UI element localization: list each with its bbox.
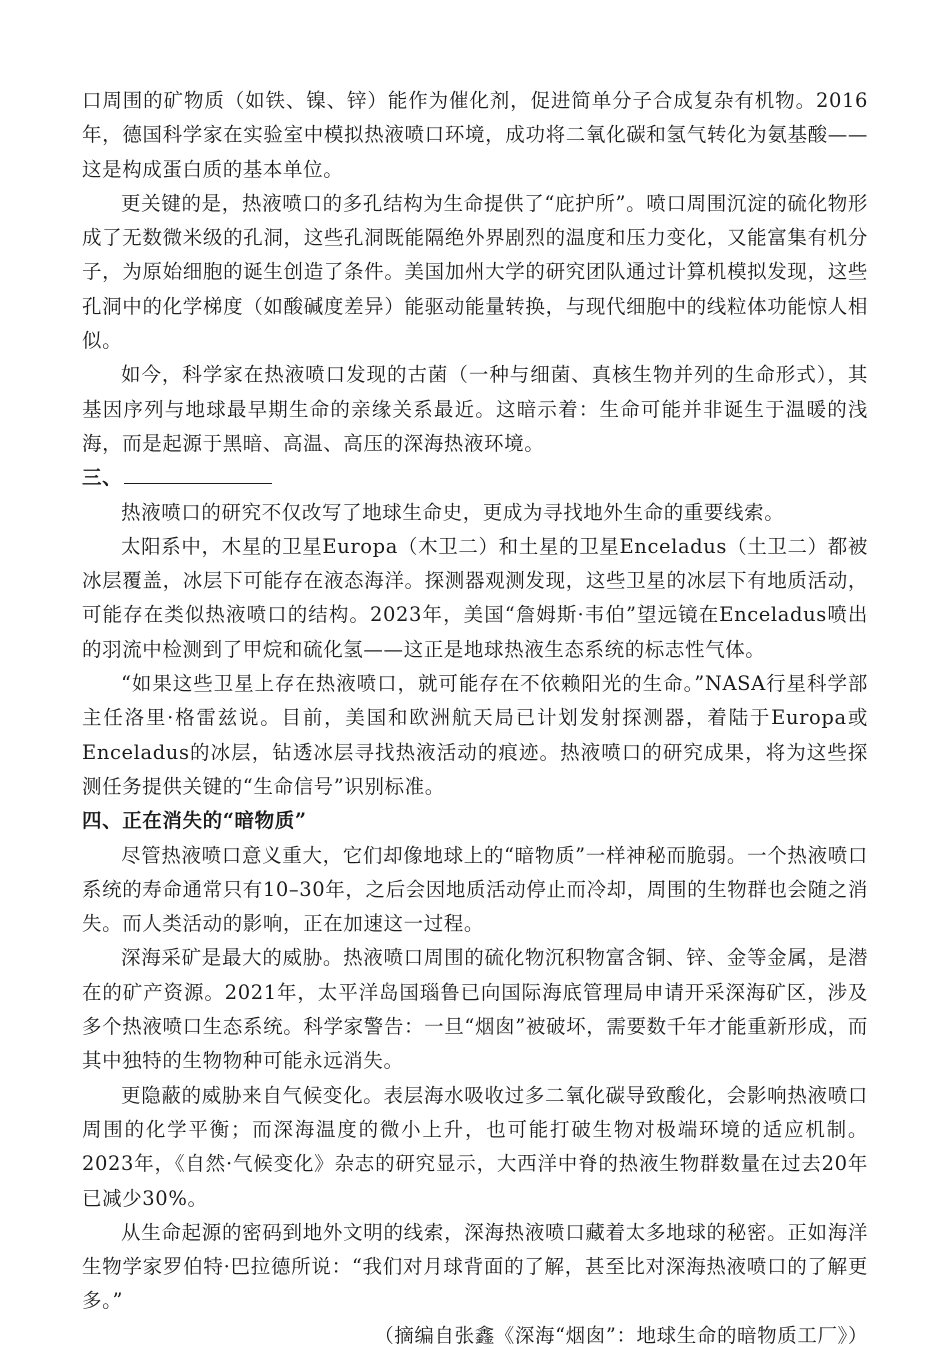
paragraph-minerals: 口周围的矿物质（如铁、镍、锌）能作为催化剂，促进简单分子合成复杂有机物。2016年，德国科学家在实验室中模拟热液喷口环境，成功将二氧化碳和氢气转化为氨基酸——这是构成蛋白质的基本单位。 (82, 89, 868, 181)
paragraph-europa-enceladus: 太阳系中，木星的卫星Europa（木卫二）和土星的卫星Enceladus（土卫二）都被冰层覆盖，冰层下可能存在液态海洋。探测器观测发现，这些卫星的冰层下有地质活动，可能存在类似热液喷口的结构。2023年，美国“詹姆斯·韦伯”望远镜在Enceladus喷出的羽流中检测到了甲烷和硫化氢——这正是地球热液生态系统的标志性气体。 (82, 534, 868, 661)
paragraph-climate-change: 更隐蔽的威胁来自气候变化。表层海水吸收过多二氧化碳导致酸化，会影响热液喷口周围的化学平衡；而深海温度的微小上升，也可能打破生物对极端环境的适应机制。2023年，《自然·气候变化》杂志的研究显示，大西洋中脊的热液生物群数量在过去20年已减少30%。 (82, 1083, 868, 1210)
paragraph-conclusion: 从生命起源的密码到地外文明的线索，深海热液喷口藏着太多地球的秘密。正如海洋生物学家罗伯特·巴拉德所说：“我们对月球背面的了解，甚至比对深海热液喷口的了解更多。” (82, 1220, 868, 1313)
paragraph-nasa-quote: “如果这些卫星上存在热液喷口，就可能存在不依赖阳光的生命。”NASA行星科学部主任洛里·格雷兹说。目前，美国和欧洲航天局已计划发射探测器，着陆于Europa或Enceladus的冰层，钻透冰层寻找热液活动的痕迹。热液喷口的研究成果，将为这些探测任务提供关键的“生命信号”识别标准。 (82, 672, 868, 798)
section-three-blank (124, 461, 272, 484)
section-four-heading: 四、正在消失的“暗物质” (82, 809, 307, 833)
paragraph-deep-sea-mining: 深海采矿是最大的威胁。热液喷口周围的硫化物沉积物富含铜、锌、金等金属，是潜在的矿产资源。2021年，太平洋岛国瑙鲁已向国际海底管理局申请开采深海矿区，涉及多个热液喷口生态系统。科学家警告：一旦“烟囱”被破坏，需要数千年才能重新形成，而其中独特的生物物种可能永远消失。 (82, 946, 868, 1073)
paragraph-extraterrestrial: 热液喷口的研究不仅改写了地球生命史，更成为寻找地外生命的重要线索。 (121, 500, 785, 524)
paragraph-dark-matter: 尽管热液喷口意义重大，它们却像地球上的“暗物质”一样神秘而脆弱。一个热液喷口系统的寿命通常只有10–30年，之后会因地质活动停止而冷却，周围的生物群也会随之消失。而人类活动的影响，正在加速这一过程。 (82, 843, 868, 936)
paragraph-archaea: 如今，科学家在热液喷口发现的古菌（一种与细菌、真核生物并列的生命形式），其基因序列与地球最早期生命的亲缘关系最近。这暗示着：生命可能并非诞生于温暖的浅海，而是起源于黑暗、高温、高压的深海热液环境。 (82, 363, 868, 455)
section-three-label: 三、 (82, 466, 123, 490)
source-citation: （摘编自张鑫《深海“烟囱”：地球生命的暗物质工厂》） (374, 1323, 868, 1347)
paragraph-porous-structure: 更关键的是，热液喷口的多孔结构为生命提供了“庇护所”。喷口周围沉淀的硫化物形成了无数微米级的孔洞，这些孔洞既能隔绝外界剧烈的温度和压力变化，又能富集有机分子，为原始细胞的诞生创造了条件。美国加州大学的研究团队通过计算机模拟发现，这些孔洞中的化学梯度（如酸碱度差异）能驱动能量转换，与现代细胞中的线粒体功能惊人相似。 (82, 191, 868, 353)
article-body (82, 84, 868, 1353)
section-three-heading (82, 461, 868, 495)
